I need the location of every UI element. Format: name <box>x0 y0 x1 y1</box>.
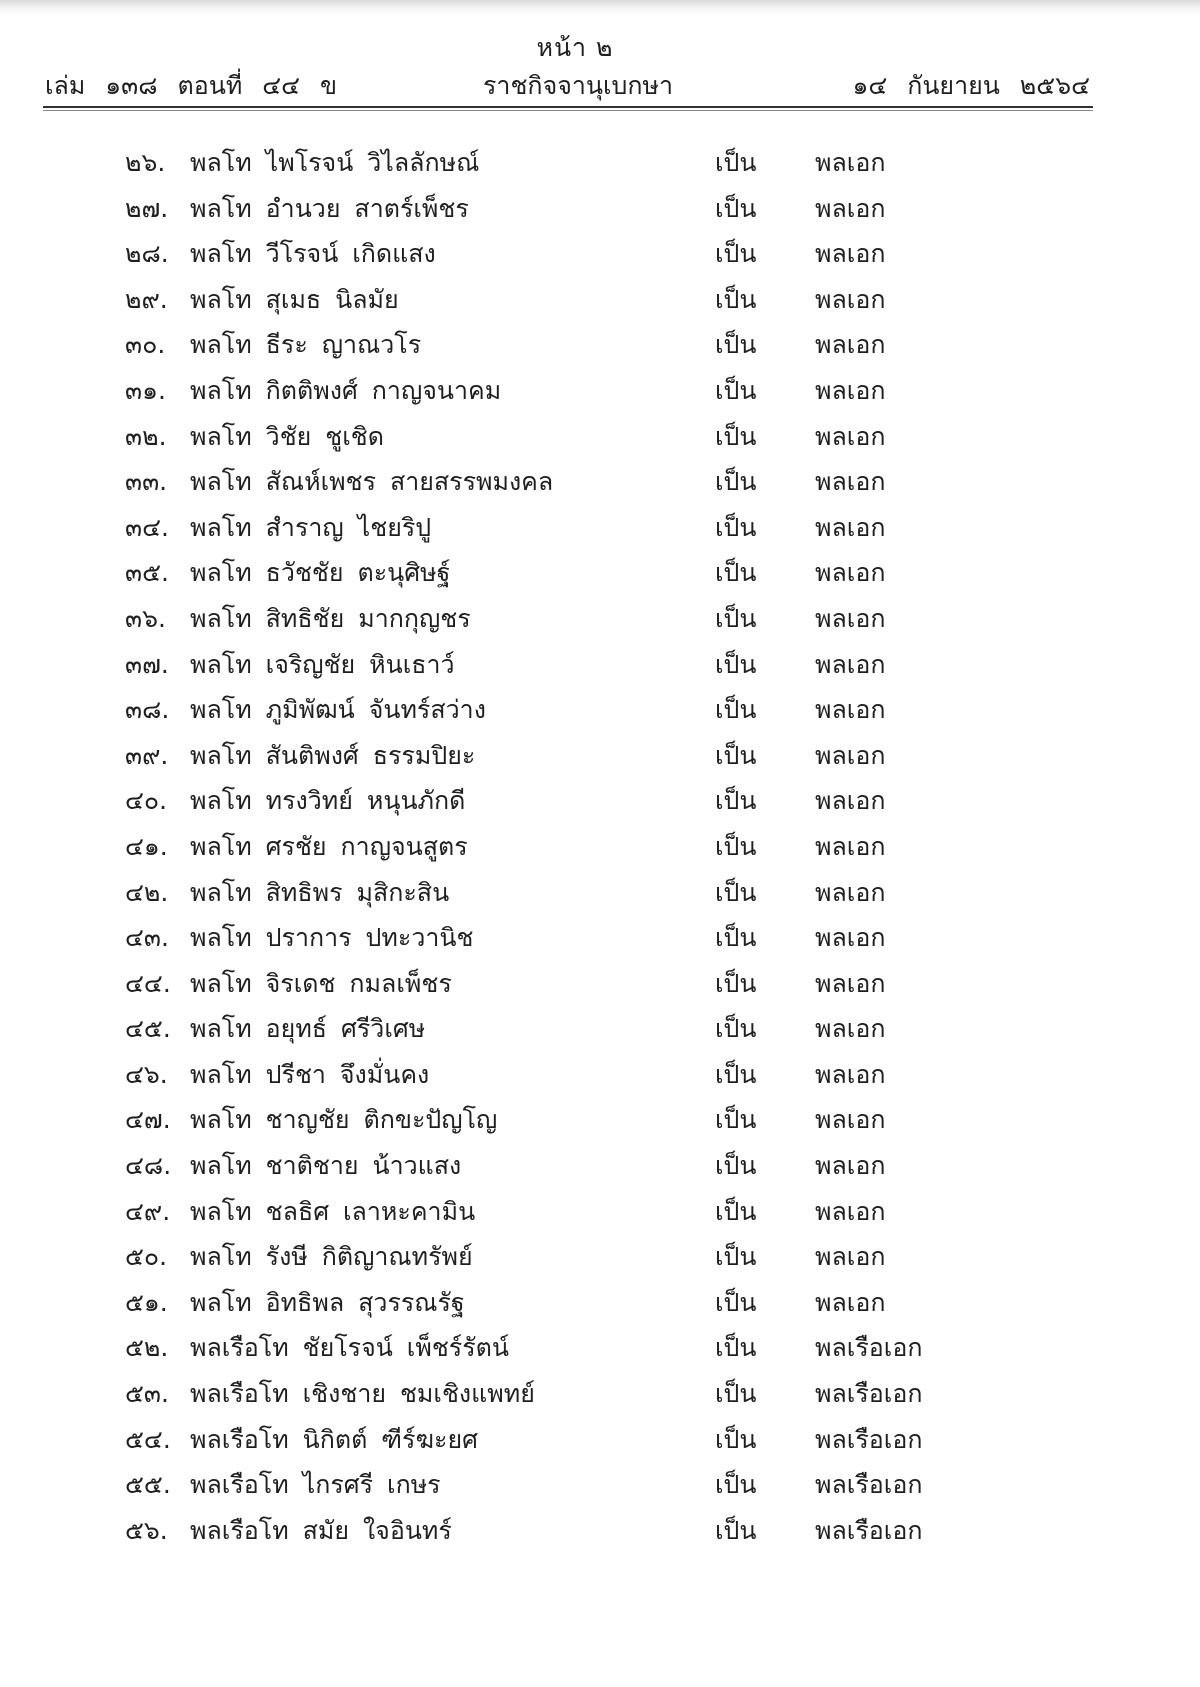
new-rank: พลเอก <box>815 1059 886 1089</box>
publication-date: ๑๔ กันยายน ๒๕๖๔ <box>852 71 1090 100</box>
list-item <box>0 1508 1200 1554</box>
connector-word: เป็น <box>715 877 757 907</box>
connector-word: เป็น <box>715 695 757 725</box>
connector-word: เป็น <box>715 1424 757 1454</box>
entry-number: ๕๓. <box>125 1379 169 1409</box>
entry-number: ๓๗. <box>125 649 169 679</box>
new-rank: พลเรือเอก <box>815 1470 923 1500</box>
officer-name: พลโท ทรงวิทย์ หนุนภักดี <box>190 786 466 816</box>
connector-word: เป็น <box>715 1105 757 1135</box>
connector-word: เป็น <box>715 1379 757 1409</box>
officer-name: พลโท เจริญชัย หินเธาว์ <box>190 649 455 679</box>
new-rank: พลเอก <box>815 695 886 725</box>
entry-number: ๓๑. <box>125 375 166 405</box>
new-rank: พลเอก <box>815 1014 886 1044</box>
list-item <box>0 915 1200 961</box>
officer-name: พลเรือโท เชิงชาย ชมเชิงแพทย์ <box>190 1379 535 1409</box>
officer-name: พลโท วีโรจน์ เกิดแสง <box>190 239 436 269</box>
list-item <box>0 1462 1200 1508</box>
officer-name: พลโท สิทธิชัย มากกุญชร <box>190 603 471 633</box>
new-rank: พลเอก <box>815 148 886 177</box>
officer-name: พลโท สุเมธ นิลมัย <box>190 284 399 314</box>
connector-word: เป็น <box>715 649 757 679</box>
list-item <box>0 459 1200 505</box>
officer-name: พลเรือโท ชัยโรจน์ เพ็ชร์รัตน์ <box>190 1333 509 1363</box>
new-rank: พลเอก <box>815 1242 886 1272</box>
new-rank: พลเรือเอก <box>815 1424 923 1454</box>
list-item <box>0 1234 1200 1280</box>
list-item <box>0 140 1200 186</box>
header-rule <box>43 106 1093 111</box>
page-number: หน้า ๒ <box>536 33 614 62</box>
connector-word: เป็น <box>715 1333 757 1363</box>
officer-name: พลโท สิทธิพร มุสิกะสิน <box>190 877 450 907</box>
officer-name: พลโท ปรีชา จึงมั่นคง <box>190 1059 430 1089</box>
officer-name: พลโท กิตติพงศ์ กาญจนาคม <box>190 375 502 405</box>
connector-word: เป็น <box>715 1196 757 1226</box>
connector-word: เป็น <box>715 284 757 314</box>
officer-name: พลโท ภูมิพัฒน์ จันทร์สว่าง <box>190 695 486 725</box>
volume-issue: เล่ม ๑๓๘ ตอนที่ ๔๔ ข <box>45 71 338 100</box>
connector-word: เป็น <box>715 740 757 770</box>
officer-name: พลโท สัณห์เพชร สายสรรพมงคล <box>190 467 554 497</box>
new-rank: พลเอก <box>815 375 886 405</box>
entry-number: ๓๐. <box>125 330 166 360</box>
new-rank: พลเอก <box>815 1287 886 1317</box>
officer-name: พลเรือโท นิกิตต์ ฑีร์ฆะยศ <box>190 1424 478 1454</box>
gazette-header <box>45 66 1090 106</box>
list-item <box>0 596 1200 642</box>
entry-number: ๓๕. <box>125 558 169 588</box>
list-item <box>0 687 1200 733</box>
gazette-title: ราชกิจจานุเบกษา <box>483 71 674 100</box>
new-rank: พลเรือเอก <box>815 1515 923 1545</box>
new-rank: พลเอก <box>815 421 886 451</box>
connector-word: เป็น <box>715 193 757 223</box>
new-rank: พลเอก <box>815 1151 886 1181</box>
list-item <box>0 414 1200 460</box>
list-item <box>0 961 1200 1007</box>
entry-number: ๔๕. <box>125 1014 171 1044</box>
list-item <box>0 1097 1200 1143</box>
list-item <box>0 1189 1200 1235</box>
connector-word: เป็น <box>715 1470 757 1500</box>
new-rank: พลเอก <box>815 193 886 223</box>
entry-number: ๓๘. <box>125 695 170 725</box>
new-rank: พลเรือเอก <box>815 1333 923 1363</box>
list-item <box>0 870 1200 916</box>
entry-number: ๒๗. <box>125 193 169 223</box>
list-item <box>0 1143 1200 1189</box>
officer-name: พลเรือโท สมัย ใจอินทร์ <box>190 1515 452 1545</box>
new-rank: พลเอก <box>815 831 886 861</box>
entry-number: ๔๘. <box>125 1151 172 1181</box>
list-item <box>0 733 1200 779</box>
new-rank: พลเอก <box>815 512 886 542</box>
list-item <box>0 1006 1200 1052</box>
entry-number: ๕๔. <box>125 1424 171 1454</box>
list-item <box>0 1417 1200 1463</box>
entry-number: ๕๐. <box>125 1242 168 1272</box>
list-item <box>0 550 1200 596</box>
officer-name: พลโท วิชัย ชูเชิด <box>190 421 384 451</box>
entry-number: ๒๙. <box>125 284 168 314</box>
entry-number: ๕๖. <box>125 1515 168 1545</box>
connector-word: เป็น <box>715 239 757 269</box>
entry-number: ๒๘. <box>125 239 169 269</box>
entry-number: ๓๙. <box>125 740 169 770</box>
entry-number: ๔๖. <box>125 1059 168 1089</box>
officer-name: พลโท ไพโรจน์ วิไลลักษณ์ <box>190 148 480 177</box>
list-item <box>0 1280 1200 1326</box>
connector-word: เป็น <box>715 1014 757 1044</box>
new-rank: พลเอก <box>815 877 886 907</box>
list-item <box>0 322 1200 368</box>
new-rank: พลเอก <box>815 740 886 770</box>
connector-word: เป็น <box>715 467 757 497</box>
connector-word: เป็น <box>715 1059 757 1089</box>
new-rank: พลเอก <box>815 968 886 998</box>
appointment-list <box>0 140 1200 1553</box>
list-item <box>0 1325 1200 1371</box>
list-item <box>0 1371 1200 1417</box>
entry-number: ๔๓. <box>125 923 169 953</box>
connector-word: เป็น <box>715 512 757 542</box>
connector-word: เป็น <box>715 831 757 861</box>
officer-name: พลโท ชาญชัย ติกขะปัญโญ <box>190 1105 498 1135</box>
entry-number: ๔๑. <box>125 831 168 861</box>
list-item <box>0 186 1200 232</box>
entry-number: ๔๔. <box>125 968 171 998</box>
officer-name: พลโท รังษี กิติญาณทรัพย์ <box>190 1242 473 1272</box>
connector-word: เป็น <box>715 1151 757 1181</box>
new-rank: พลเอก <box>815 558 886 588</box>
entry-number: ๕๒. <box>125 1333 169 1363</box>
connector-word: เป็น <box>715 148 757 177</box>
officer-name: พลโท อำนวย สาตร์เพ็ชร <box>190 193 469 223</box>
entry-number: ๔๒. <box>125 877 169 907</box>
entry-number: ๔๐. <box>125 786 168 816</box>
new-rank: พลเอก <box>815 649 886 679</box>
new-rank: พลเอก <box>815 1105 886 1135</box>
entry-number: ๔๗. <box>125 1105 171 1135</box>
connector-word: เป็น <box>715 923 757 953</box>
new-rank: พลเอก <box>815 603 886 633</box>
new-rank: พลเรือเอก <box>815 1379 923 1409</box>
entry-number: ๒๖. <box>125 148 166 177</box>
new-rank: พลเอก <box>815 239 886 269</box>
officer-name: พลเรือโท ไกรศรี เกษร <box>190 1470 441 1500</box>
connector-word: เป็น <box>715 375 757 405</box>
entry-number: ๔๙. <box>125 1196 171 1226</box>
officer-name: พลโท สันติพงศ์ ธรรมปิยะ <box>190 740 476 770</box>
connector-word: เป็น <box>715 968 757 998</box>
officer-name: พลโท สำราญ ไชยริปู <box>190 512 432 542</box>
list-item <box>0 505 1200 551</box>
officer-name: พลโท ธวัชชัย ตะนุศิษฐ์ <box>190 558 451 588</box>
viewer-top-edge <box>0 0 1200 16</box>
connector-word: เป็น <box>715 603 757 633</box>
new-rank: พลเอก <box>815 467 886 497</box>
officer-name: พลโท อยุทธ์ ศรีวิเศษ <box>190 1014 426 1044</box>
new-rank: พลเอก <box>815 923 886 953</box>
officer-name: พลโท ธีระ ญาณวโร <box>190 330 422 360</box>
officer-name: พลโท จิรเดช กมลเพ็ชร <box>190 968 452 998</box>
officer-name: พลโท ปราการ ปทะวานิช <box>190 923 474 953</box>
list-item <box>0 231 1200 277</box>
list-item <box>0 824 1200 870</box>
connector-word: เป็น <box>715 1515 757 1545</box>
new-rank: พลเอก <box>815 330 886 360</box>
connector-word: เป็น <box>715 1242 757 1272</box>
list-item <box>0 368 1200 414</box>
officer-name: พลโท ชาติชาย น้าวแสง <box>190 1151 462 1181</box>
entry-number: ๕๕. <box>125 1470 171 1500</box>
entry-number: ๕๑. <box>125 1287 168 1317</box>
entry-number: ๓๒. <box>125 421 167 451</box>
new-rank: พลเอก <box>815 284 886 314</box>
entry-number: ๓๔. <box>125 512 169 542</box>
entry-number: ๓๓. <box>125 467 168 497</box>
list-item <box>0 642 1200 688</box>
officer-name: พลโท ชลธิศ เลาหะคามิน <box>190 1196 476 1226</box>
connector-word: เป็น <box>715 330 757 360</box>
connector-word: เป็น <box>715 421 757 451</box>
connector-word: เป็น <box>715 1287 757 1317</box>
new-rank: พลเอก <box>815 786 886 816</box>
officer-name: พลโท ศรชัย กาญจนสูตร <box>190 831 468 861</box>
list-item <box>0 1052 1200 1098</box>
officer-name: พลโท อิทธิพล สุวรรณรัฐ <box>190 1287 465 1317</box>
connector-word: เป็น <box>715 786 757 816</box>
entry-number: ๓๖. <box>125 603 166 633</box>
list-item <box>0 277 1200 323</box>
list-item <box>0 778 1200 824</box>
new-rank: พลเอก <box>815 1196 886 1226</box>
connector-word: เป็น <box>715 558 757 588</box>
